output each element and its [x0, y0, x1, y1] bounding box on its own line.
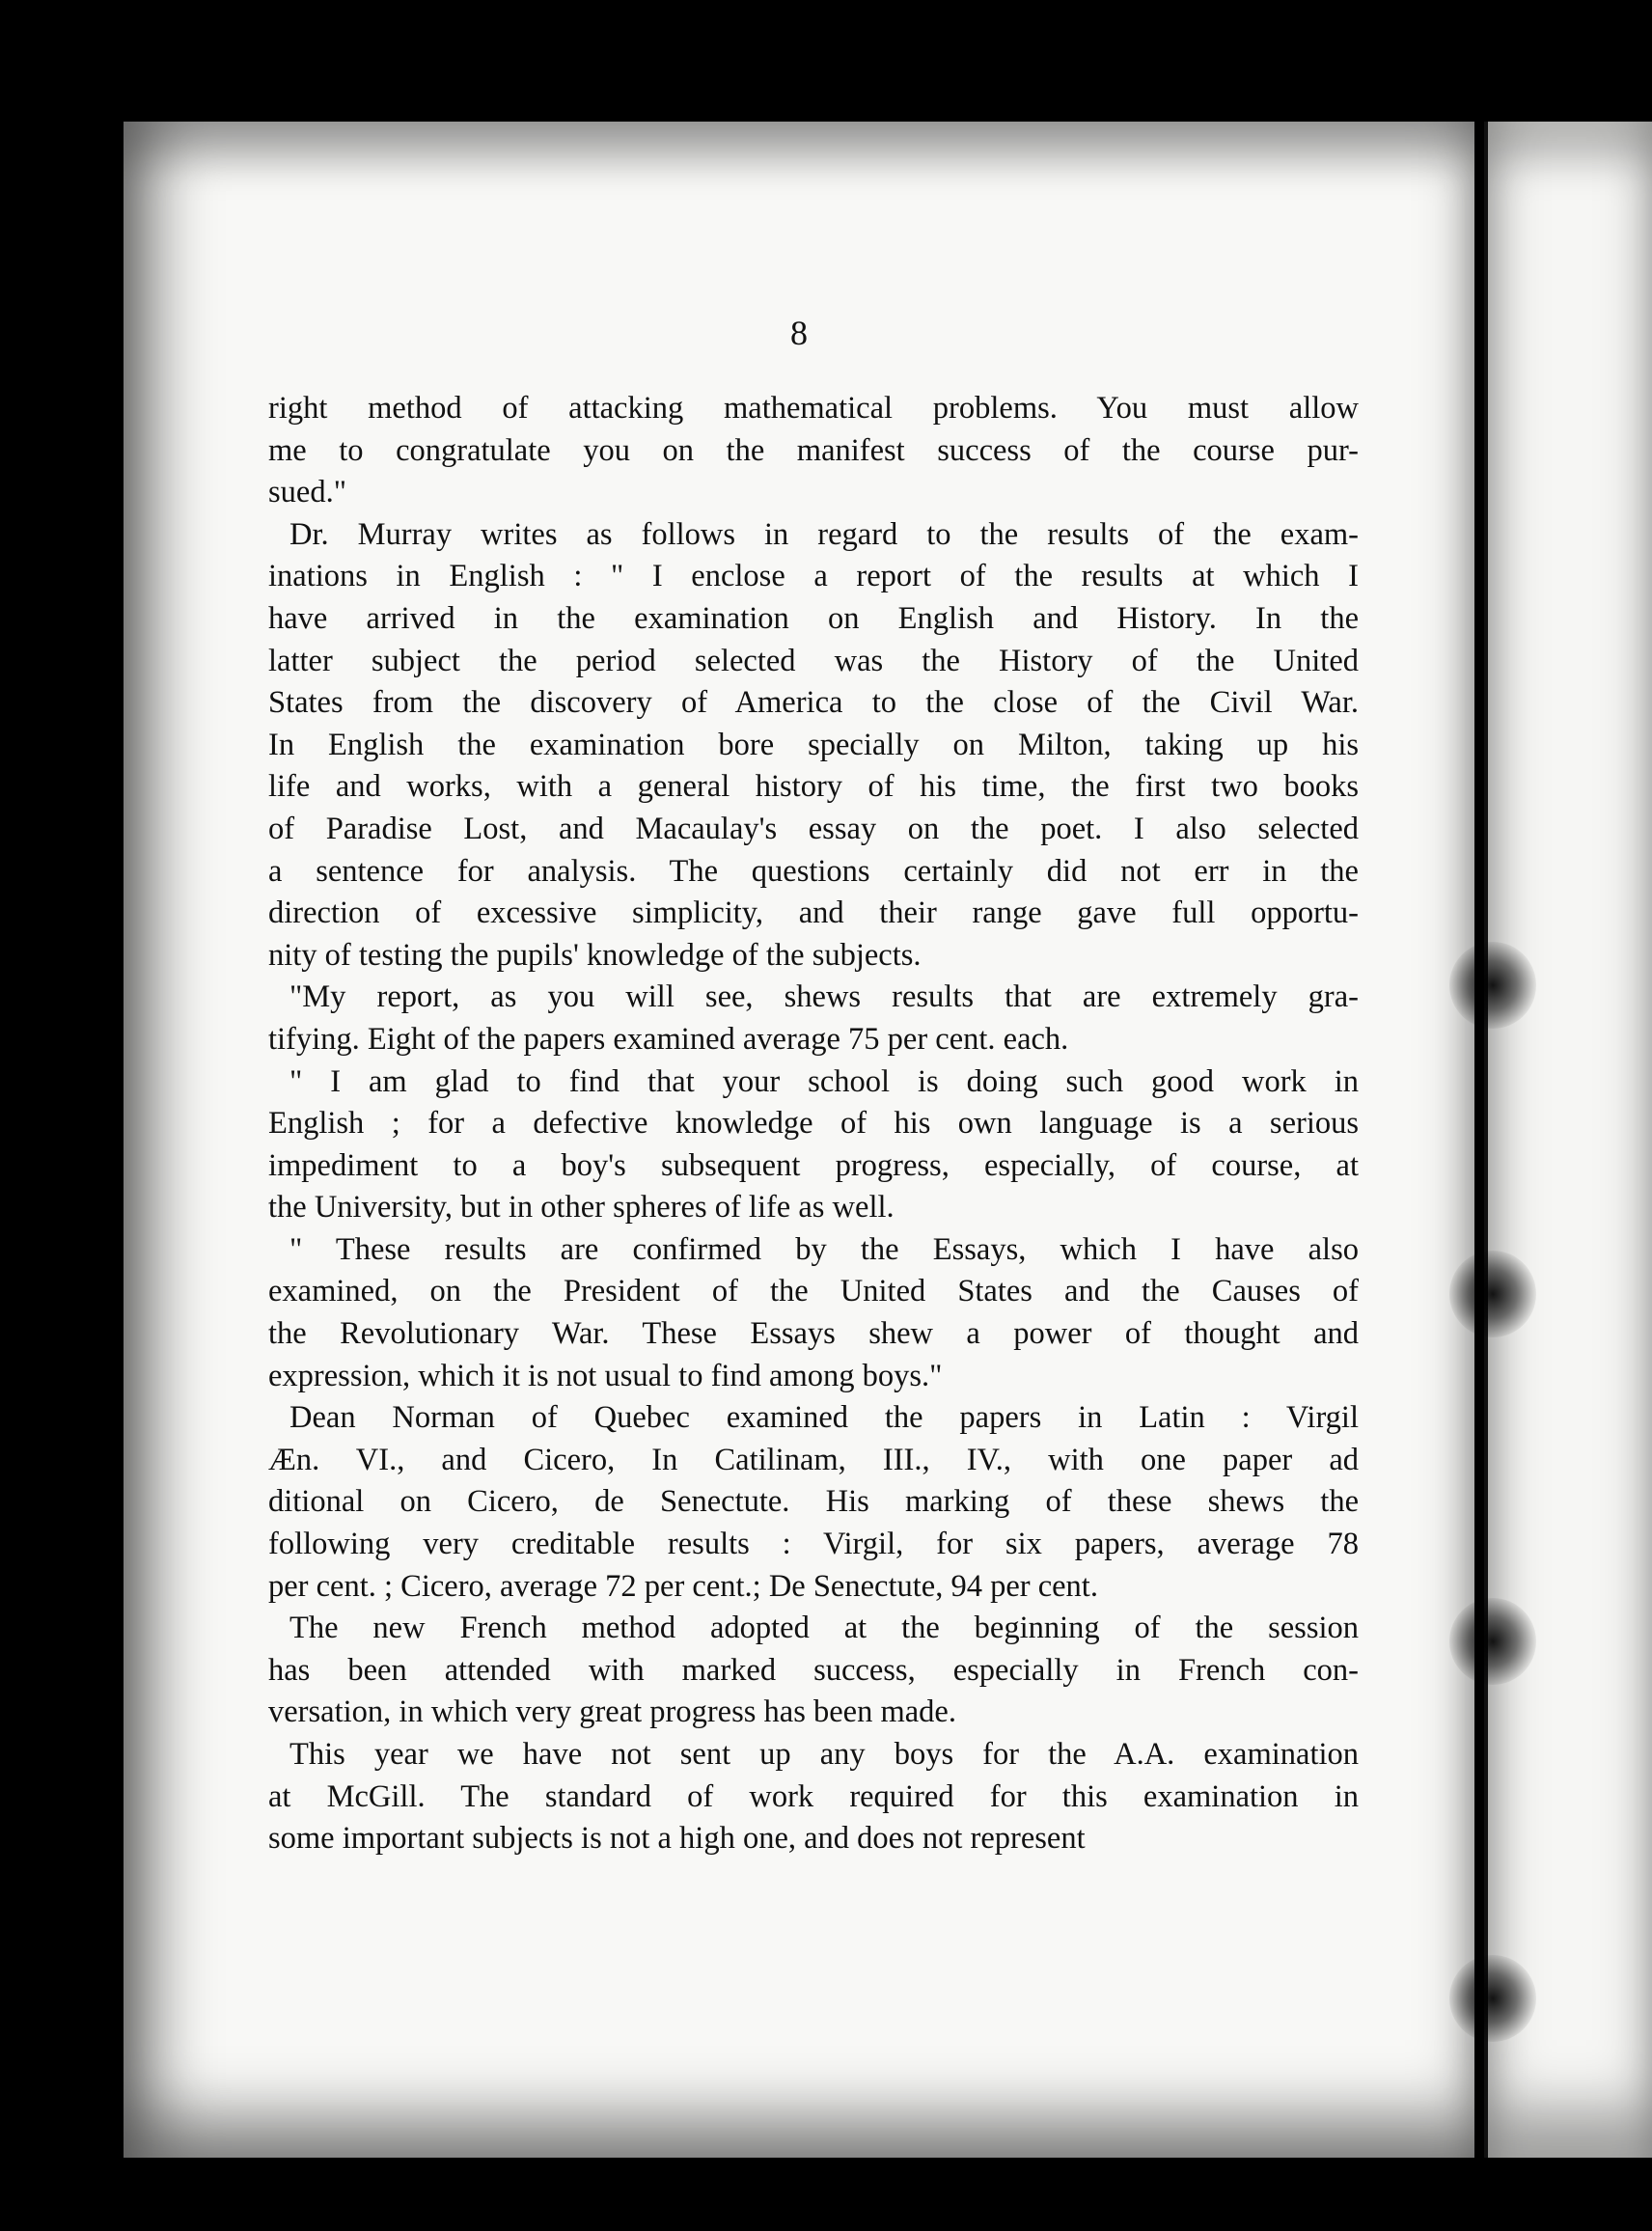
- paragraph: [268, 388, 1359, 514]
- text-line: tifying. Eight of the papers examined average 75 per cent. each.: [268, 1021, 1069, 1057]
- ink-blot: [1449, 1598, 1536, 1685]
- text-line: " These results are confirmed by the Essays, which I have also: [289, 1231, 1359, 1267]
- text-line: expression, which it is not usual to find among boys.": [268, 1358, 943, 1393]
- text-line: impediment to a boy's subsequent progress, especially, of course, at: [268, 1147, 1359, 1183]
- text-line: right method of attacking mathematical problems. You must allow: [268, 391, 1359, 426]
- text-line: inations in English : " I enclose a report of the results at which I: [268, 559, 1359, 594]
- text-line: Dean Norman of Quebec examined the papers in Latin : Virgil: [289, 1400, 1359, 1436]
- text-line: the University, but in other spheres of life as well.: [268, 1190, 895, 1226]
- book-page: [124, 122, 1474, 2158]
- text-line: Dr. Murray writes as follows in regard to the results of the exam-: [289, 516, 1359, 552]
- text-line: the Revolutionary War. These Essays shew a power of thought and: [268, 1316, 1359, 1352]
- body-text: [268, 388, 1359, 1860]
- text-line: at McGill. The standard of work required for this examination in: [268, 1778, 1359, 1814]
- paragraph: [268, 1229, 1359, 1397]
- paragraph: [268, 1608, 1359, 1734]
- text-line: has been attended with marked success, especially in French con-: [268, 1652, 1359, 1688]
- text-line: " I am glad to find that your school is doing such good work in: [289, 1063, 1359, 1099]
- text-line: The new French method adopted at the beginning of the session: [289, 1611, 1359, 1646]
- text-line: versation, in which very great progress has been made.: [268, 1694, 956, 1730]
- text-line: examined, on the President of the United States and the Causes of: [268, 1274, 1359, 1309]
- text-line: following very creditable results : Virgil, for six papers, average 78: [268, 1527, 1359, 1562]
- text-line: sued.": [268, 475, 346, 510]
- text-line: per cent. ; Cicero, average 72 per cent.; De Senectute, 94 per cent.: [268, 1568, 1098, 1604]
- paragraph: [268, 1061, 1359, 1229]
- text-line: This year we have not sent up any boys for the A.A. examination: [289, 1737, 1359, 1772]
- page-number: 8: [790, 314, 808, 352]
- paragraph: [268, 1734, 1359, 1860]
- paragraph: [268, 977, 1359, 1060]
- text-line: of Paradise Lost, and Macaulay's essay on the poet. I also selected: [268, 811, 1359, 846]
- text-line: latter subject the period selected was the History of the United: [268, 643, 1359, 678]
- text-line: life and works, with a general history of his time, the first two books: [268, 769, 1359, 805]
- ink-blot: [1449, 942, 1536, 1029]
- text-line: ditional on Cicero, de Senectute. His marking of these shews the: [268, 1484, 1359, 1520]
- text-line: some important subjects is not a high one, and does not represent: [268, 1821, 1086, 1857]
- paragraph: [268, 514, 1359, 978]
- text-line: nity of testing the pupils' knowledge of the subjects.: [268, 937, 922, 973]
- text-line: Æn. VI., and Cicero, In Catilinam, III., IV., with one paper ad: [268, 1442, 1359, 1477]
- text-line: have arrived in the examination on English and History. In the: [268, 600, 1359, 636]
- text-line: direction of excessive simplicity, and their range gave full opportu-: [268, 895, 1359, 931]
- text-line: "My report, as you will see, shews results that are extremely gra-: [289, 979, 1359, 1015]
- text-line: me to congratulate you on the manifest success of the course pur-: [268, 432, 1359, 468]
- text-line: States from the discovery of America to the close of the Civil War.: [268, 685, 1359, 721]
- ink-blot: [1449, 1955, 1536, 2042]
- text-line: a sentence for analysis. The questions certainly did not err in the: [268, 853, 1359, 889]
- ink-blot: [1449, 1251, 1536, 1337]
- text-line: In English the examination bore specially on Milton, taking up his: [268, 727, 1359, 762]
- paragraph: [268, 1397, 1359, 1608]
- facing-page-edge: [1484, 122, 1652, 2158]
- text-line: English ; for a defective knowledge of his own language is a serious: [268, 1106, 1359, 1142]
